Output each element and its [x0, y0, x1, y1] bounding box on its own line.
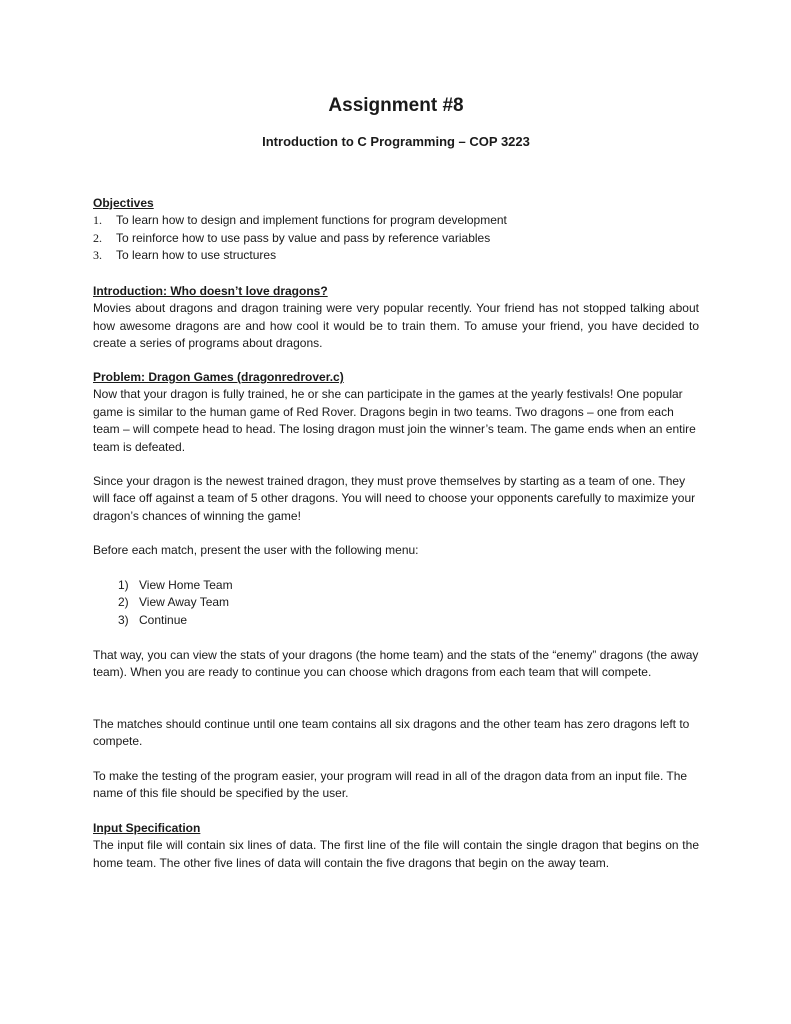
problem-paragraph-2: Since your dragon is the newest trained dragon, they must prove themselves by starting as a team of one. They will face off against a team of 5 other dragons. You will need to choose your opponents carefully to maximize your dragon’s chances of winning the game!	[93, 474, 696, 523]
problem-paragraph-6: To make the testing of the program easier, your program will read in all of the dragon data from an input file. The name of this file should be specified by the user.	[93, 769, 688, 801]
problem-paragraph-4-block	[93, 647, 699, 682]
menu-list	[93, 577, 699, 629]
problem-heading: Problem: Dragon Games (dragonredrover.c)	[93, 370, 344, 384]
introduction-heading: Introduction: Who doesn’t love dragons?	[93, 284, 328, 298]
list-item	[93, 577, 699, 594]
list-item-number: 2)	[118, 595, 129, 610]
problem-paragraph-4: That way, you can view the stats of your dragons (the home team) and the stats of the “enemy” dragons (the away team). When you are ready to continue you can choose which dragons from each team that will compete.	[93, 648, 699, 680]
list-item-text: Continue	[139, 612, 188, 627]
list-item	[93, 247, 699, 264]
page-subtitle: Introduction to C Programming – COP 3223	[262, 134, 530, 149]
list-item-text: To learn how to design and implement functions for program development	[116, 213, 507, 228]
objectives-list	[93, 212, 699, 264]
list-item	[93, 594, 699, 611]
problem-paragraph-5: The matches should continue until one team contains all six dragons and the other team has zero dragons left to compete.	[93, 717, 690, 749]
problem-section	[93, 369, 699, 456]
introduction-section	[93, 283, 699, 353]
input-spec-text: The input file will contain six lines of data. The first line of the file will contain the single dragon that begins on the home team. The other five lines of data will contain the five dragons that begin on the away team.	[93, 838, 699, 870]
objectives-heading: Objectives	[93, 196, 154, 210]
menu-block	[93, 577, 699, 629]
list-item-number: 1.	[93, 213, 102, 228]
problem-paragraph-5-block	[93, 716, 699, 751]
list-item-number: 2.	[93, 230, 102, 245]
list-item	[93, 212, 699, 229]
list-item-number: 3)	[118, 612, 129, 627]
problem-paragraph-3: Before each match, present the user with the following menu:	[93, 543, 419, 557]
objectives-section	[93, 195, 699, 265]
list-item-number: 3.	[93, 248, 102, 263]
list-item-text: To learn how to use structures	[116, 248, 277, 263]
problem-paragraph-3-block	[93, 542, 699, 559]
input-spec-section	[93, 820, 699, 872]
list-item-text: To reinforce how to use pass by value and pass by reference variables	[116, 230, 491, 245]
problem-paragraph-6-block	[93, 768, 699, 803]
page-title: Assignment #8	[328, 95, 464, 116]
list-item-number: 1)	[118, 578, 129, 592]
list-item-text: View Home Team	[139, 578, 233, 592]
list-item-text: View Away Team	[139, 595, 230, 610]
problem-paragraph-2-block	[93, 473, 699, 525]
problem-paragraph-1: Now that your dragon is fully trained, he or she can participate in the games at the yearly festivals! One popular game is similar to the human game of Red Rover. Dragons begin in two teams. Two dragons – one from each team – will compete head to head. The losing dragon must join the winner’s team. The game ends when an entire team is defeated.	[93, 387, 696, 454]
list-item	[93, 612, 699, 629]
introduction-text: Movies about dragons and dragon training were very popular recently. Your friend has not stopped talking about how awesome dragons are and how cool it would be to train them. To amuse your friend, you have decided to create a series of programs about dragons.	[93, 301, 699, 351]
input-spec-heading: Input Specification	[93, 821, 201, 835]
list-item	[93, 230, 699, 247]
